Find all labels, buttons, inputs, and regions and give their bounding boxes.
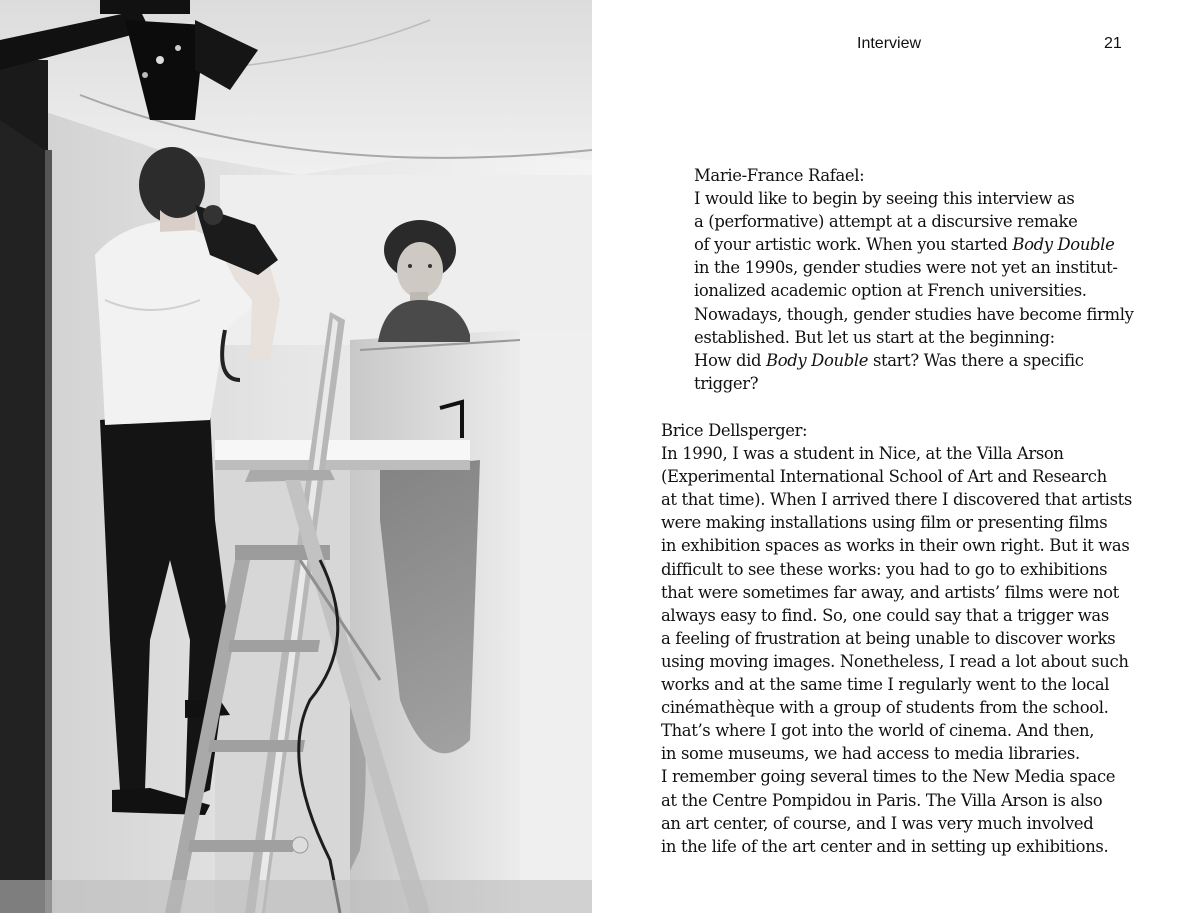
text-line: How did Body Double start? Was there a specific xyxy=(694,350,1084,370)
text-line: a (performative) attempt at a discursive remake xyxy=(694,212,1078,232)
text-line: established. But let us start at the beginning: xyxy=(694,327,1055,347)
text-line: I remember going several times to the New Media space xyxy=(661,767,1116,787)
text-line: were making installations using film or presenting films xyxy=(661,513,1108,533)
question-text xyxy=(694,187,1134,395)
text-line: an art center, of course, and I was very much involved xyxy=(661,813,1094,833)
text-line: ionalized academic option at French universities. xyxy=(694,281,1087,301)
work-title: Body Double xyxy=(1012,235,1115,255)
text-line: works and at the same time I regularly went to the local xyxy=(661,675,1110,695)
answer-text xyxy=(661,442,1132,858)
text-line: difficult to see these works: you had to go to exhibitions xyxy=(661,559,1108,579)
text-line: always easy to find. So, one could say that a trigger was xyxy=(661,605,1109,625)
text-line: I would like to begin by seeing this interview as xyxy=(694,189,1075,209)
answer-block xyxy=(661,419,1132,858)
text-line: in some museums, we had access to media libraries. xyxy=(661,744,1080,764)
text-line: at the Centre Pompidou in Paris. The Villa Arson is also xyxy=(661,790,1103,810)
text-line: That’s where I got into the world of cinema. And then, xyxy=(661,721,1095,741)
text-line: (Experimental International School of Art and Research xyxy=(661,467,1107,487)
text-line: in exhibition spaces as works in their own right. But it was xyxy=(661,536,1130,556)
text-line: In 1990, I was a student in Nice, at the Villa Arson xyxy=(661,444,1064,464)
text-line: using moving images. Nonetheless, I read a lot about such xyxy=(661,651,1129,671)
question-speaker: Marie-France Rafael: xyxy=(694,166,865,185)
text-line: trigger? xyxy=(694,373,759,393)
text-line: that were sometimes far away, and artists’ films were not xyxy=(661,582,1119,602)
text-line: of your artistic work. When you started Body Double xyxy=(694,235,1115,255)
text-line: a feeling of frustration at being unable to discover works xyxy=(661,628,1116,648)
text-page xyxy=(592,0,1182,913)
text-line: at that time). When I arrived there I discovered that artists xyxy=(661,490,1132,510)
text-line: in the 1990s, gender studies were not yet an institut- xyxy=(694,258,1118,278)
text-line: cinémathèque with a group of students from the school. xyxy=(661,698,1109,718)
text-line: in the life of the art center and in setting up exhibitions. xyxy=(661,836,1109,856)
question-block xyxy=(694,164,1134,395)
answer-speaker: Brice Dellsperger: xyxy=(661,421,808,440)
running-head: Interview xyxy=(857,35,922,52)
text-line: Nowadays, though, gender studies have become firmly xyxy=(694,304,1134,324)
page-number: 21 xyxy=(1104,35,1122,52)
work-title: Body Double xyxy=(766,350,869,370)
